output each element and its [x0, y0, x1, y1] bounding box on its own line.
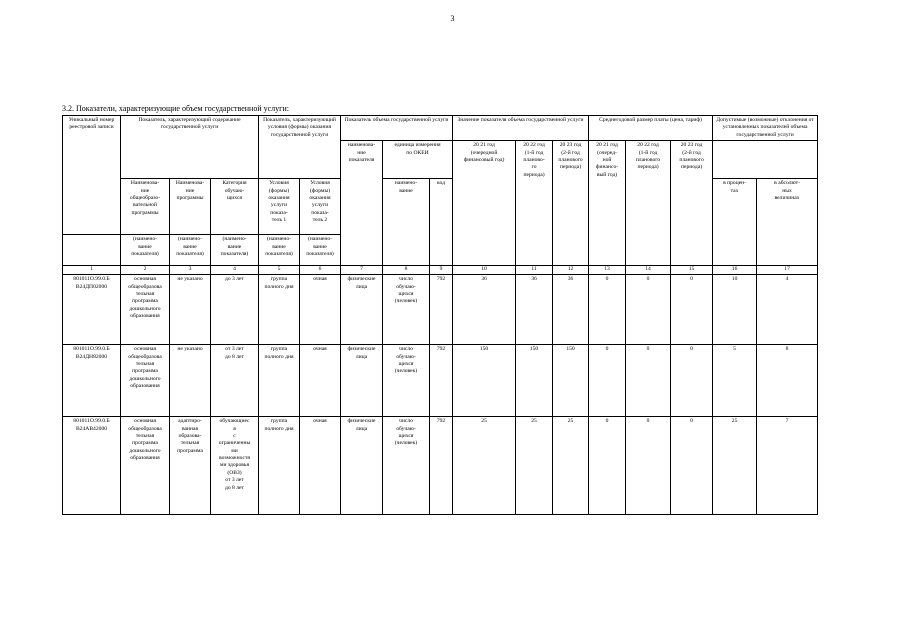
column-number: 13	[589, 266, 626, 275]
volume-indicator-cell: физические лица	[341, 417, 383, 515]
unit-code-cell: 792	[430, 275, 453, 345]
unit-name-cell: число обучаю- щихся (человек)	[383, 345, 430, 417]
price-2022-cell: 0	[626, 275, 671, 345]
program-type-cell: основная общеобразова тельная программа дошкольного образования	[121, 275, 170, 345]
header-condition-2: Условия (формы) оказания услуги показа- тель 2	[300, 179, 341, 235]
program-name-cell: не указано	[170, 345, 211, 417]
price-2023-cell: 0	[671, 417, 713, 515]
registry-number-cell: 801011О.99.0.Б В24ДП02000	[63, 275, 121, 345]
column-number: 9	[430, 266, 453, 275]
deviation-absolute-cell: 7	[757, 417, 818, 515]
column-number: 10	[453, 266, 516, 275]
header-value-year-2021: 20 21 год (очередной финансовый год)	[453, 141, 516, 266]
table-row	[63, 417, 818, 515]
student-category-cell: от 3 лет до 8 лет	[211, 345, 259, 417]
column-number: 15	[671, 266, 713, 275]
student-category-cell: до 3 лет	[211, 275, 259, 345]
header-volume-group: Показатель объема государственной услуги	[341, 116, 453, 141]
header-unit-name: наимено- вание	[383, 179, 430, 266]
header-indicator-name-label: (наимено- вание показателя)	[259, 235, 300, 266]
price-2022-cell: 0	[626, 417, 671, 515]
header-conditions-group: Показатель, характеризующий условия (формы) оказания государственной услуги	[259, 116, 341, 179]
header-indicator-name-label: (наимено- вание показателя)	[300, 235, 341, 266]
header-price-group: Среднегодовой размер платы (цена, тариф)	[589, 116, 713, 141]
value-2022-cell: 150	[516, 345, 553, 417]
header-condition-1: Условия (формы) оказания услуги показа- тель 1	[259, 179, 300, 235]
registry-number-cell: 801011О.99.0.Б В24АВ42000	[63, 417, 121, 515]
header-value-year-2022: 20 22 год (1-й год планово- го периода)	[516, 141, 553, 266]
deviation-percent-cell: 10	[713, 275, 757, 345]
price-2021-cell: 0	[589, 275, 626, 345]
price-2021-cell: 0	[589, 417, 626, 515]
header-unit-group: единица измерения по ОКЕИ	[383, 141, 453, 179]
header-unit-code: код	[430, 179, 453, 266]
unit-name-cell: число обучаю- щихся (человек)	[383, 275, 430, 345]
section-title: 3.2. Показатели, характеризующие объем государственной услуги:	[62, 104, 289, 113]
program-type-cell: основная общеобразова тельная программа дошкольного образования	[121, 345, 170, 417]
value-2023-cell: 150	[553, 345, 589, 417]
value-2023-cell: 36	[553, 275, 589, 345]
unit-code-cell: 792	[430, 417, 453, 515]
header-value-year-2023: 20 23 год (2-й год планового периода)	[553, 141, 589, 266]
program-name-cell: адаптиро- ванная образова- тельная программа	[170, 417, 211, 515]
table-row	[63, 345, 818, 417]
header-indicator-name-label: (наимено- вание показателя)	[121, 235, 170, 266]
price-2022-cell: 0	[626, 345, 671, 417]
condition-2-cell: очная	[300, 417, 341, 515]
column-number: 12	[553, 266, 589, 275]
header-content-group: Показатель, характеризующий содержание государственной услуги	[121, 116, 259, 179]
column-number: 14	[626, 266, 671, 275]
condition-2-cell: очная	[300, 275, 341, 345]
condition-2-cell: очная	[300, 345, 341, 417]
column-number: 2	[121, 266, 170, 275]
volume-indicators-table	[62, 115, 818, 515]
header-value-group: Значение показателя объема государственной услуги	[453, 116, 589, 141]
condition-1-cell: группа полного дня	[259, 275, 300, 345]
price-2021-cell: 0	[589, 345, 626, 417]
header-price-year-2023: 20 23 год (2-й год планового периода)	[671, 141, 713, 266]
header-volume-name: наименова- ние показателя	[341, 141, 383, 266]
column-number: 5	[259, 266, 300, 275]
value-2021-cell: 25	[453, 417, 516, 515]
value-2021-cell: 150	[453, 345, 516, 417]
header-price-year-2021: 20 21 год (очеред- ной финансо- вый год)	[589, 141, 626, 266]
deviation-absolute-cell: 4	[757, 275, 818, 345]
deviation-percent-cell: 5	[713, 345, 757, 417]
page-number: 3	[450, 14, 455, 23]
header-indicator-name-label: (наимено- вание показателя)	[211, 235, 259, 266]
column-number: 3	[170, 266, 211, 275]
value-2022-cell: 25	[516, 417, 553, 515]
unit-code-cell: 792	[430, 345, 453, 417]
deviation-percent-cell: 25	[713, 417, 757, 515]
header-indicator-name-label: (наимено- вание показателя)	[170, 235, 211, 266]
deviation-absolute-cell: 8	[757, 345, 818, 417]
header-student-category: Категория обучаю- щихся	[211, 179, 259, 235]
value-2021-cell: 36	[453, 275, 516, 345]
unit-name-cell: число обучаю- щихся (человек)	[383, 417, 430, 515]
header-price-year-2022: 20 22 год (1-й год планового периода)	[626, 141, 671, 266]
header-deviation-absolute: в абсолют- ных величинах	[757, 179, 818, 266]
header-deviation-percent: в процен- тах	[713, 179, 757, 266]
student-category-cell: обучающиес я с ограниченны ми возможностя ми здоровья (ОВЗ) от 3 лет до 8 лет	[211, 417, 259, 515]
value-2023-cell: 25	[553, 417, 589, 515]
header-program-name: Наименова- ние программы	[170, 179, 211, 235]
column-number: 8	[383, 266, 430, 275]
column-number: 6	[300, 266, 341, 275]
program-name-cell: не указано	[170, 275, 211, 345]
volume-indicator-cell: физические лица	[341, 275, 383, 345]
column-number: 4	[211, 266, 259, 275]
header-registry-number: Уникальный номер реестровой записи	[63, 116, 121, 235]
column-number: 1	[63, 266, 121, 275]
condition-1-cell: группа полного дня	[259, 417, 300, 515]
program-type-cell: основная общеобразова тельная программа дошкольного образования	[121, 417, 170, 515]
price-2023-cell: 0	[671, 275, 713, 345]
volume-indicator-cell: физические лица	[341, 345, 383, 417]
table-row	[63, 275, 818, 345]
header-deviation-group: Допустимые (возможные) отклонения от установленных показателей объема государственной услуги	[713, 116, 818, 141]
column-number: 11	[516, 266, 553, 275]
registry-number-cell: 801011О.99.0.Б В24ДН82000	[63, 345, 121, 417]
value-2022-cell: 36	[516, 275, 553, 345]
price-2023-cell: 0	[671, 345, 713, 417]
column-number: 7	[341, 266, 383, 275]
condition-1-cell: группа полного дня	[259, 345, 300, 417]
column-number: 17	[757, 266, 818, 275]
column-number: 16	[713, 266, 757, 275]
header-program-type: Наименова- ние общеобразо- вательной программы	[121, 179, 170, 235]
